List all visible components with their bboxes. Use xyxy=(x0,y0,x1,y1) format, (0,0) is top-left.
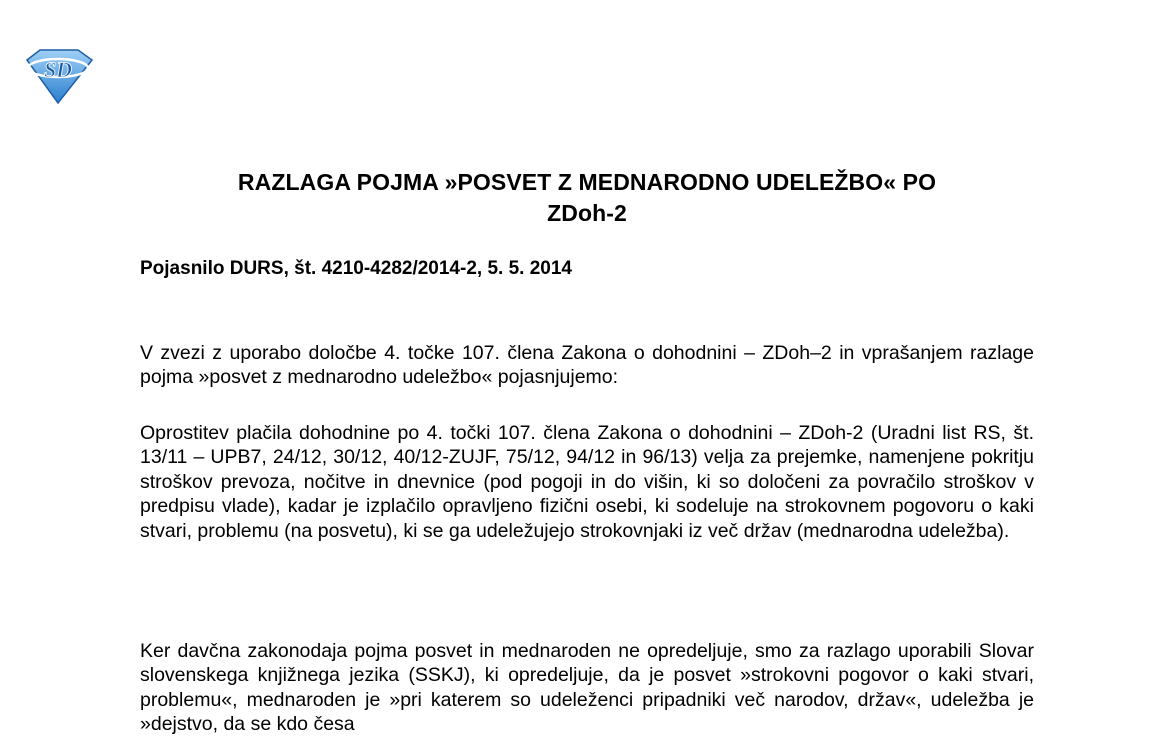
document-subtitle: Pojasnilo DURS, št. 4210-4282/2014-2, 5. 5. 2014 xyxy=(140,258,572,279)
paragraph: Ker davčna zakonodaja pojma posvet in mednaroden ne opredeljuje, smo za razlago uporabili Slovar slovenskega knjižnega jezika (SSKJ), ki opredeljuje, da je posvet »strokovni pogovor o kaki stvari, problemu«, mednaroden je »pri katerem so udeleženci pripadniki več narodov, držav«, udeležba je »dejstvo, da se kdo česa xyxy=(140,640,1034,736)
svg-text:SD: SD xyxy=(43,57,73,82)
document-title xyxy=(140,167,1034,229)
title-line-2: ZDoh-2 xyxy=(547,200,627,226)
sd-logo-icon xyxy=(22,48,96,106)
paragraph: V zvezi z uporabo določbe 4. točke 107. člena Zakona o dohodnini – ZDoh–2 in vprašanjem razlage pojma »posvet z mednarodno udeležbo« pojasnjujemo: xyxy=(140,342,1034,389)
title-line-1: RAZLAGA POJMA »POSVET Z MEDNARODNO UDELEŽBO« PO xyxy=(237,169,937,195)
paragraph: Oprostitev plačila dohodnine po 4. točki 107. člena Zakona o dohodnini – ZDoh-2 (Uradni list RS, št. 13/11 – UPB7, 24/12, 30/12, 40/12-ZUJF, 75/12, 94/12 in 96/13) velja za prejemke, namenjene pokritju stroškov prevoza, nočitve in dnevnice (pod pogoji in do višin, ki so določeni za povračilo stroškov v predpisu vlade), kadar je izplačilo opravljeno fizični osebi, ki sodeluje na strokovnem pogovoru o kaki stvari, problemu (na posvetu), ki se ga udeležujejo strokovnjaki iz več držav (mednarodna udeležba). xyxy=(140,422,1034,542)
